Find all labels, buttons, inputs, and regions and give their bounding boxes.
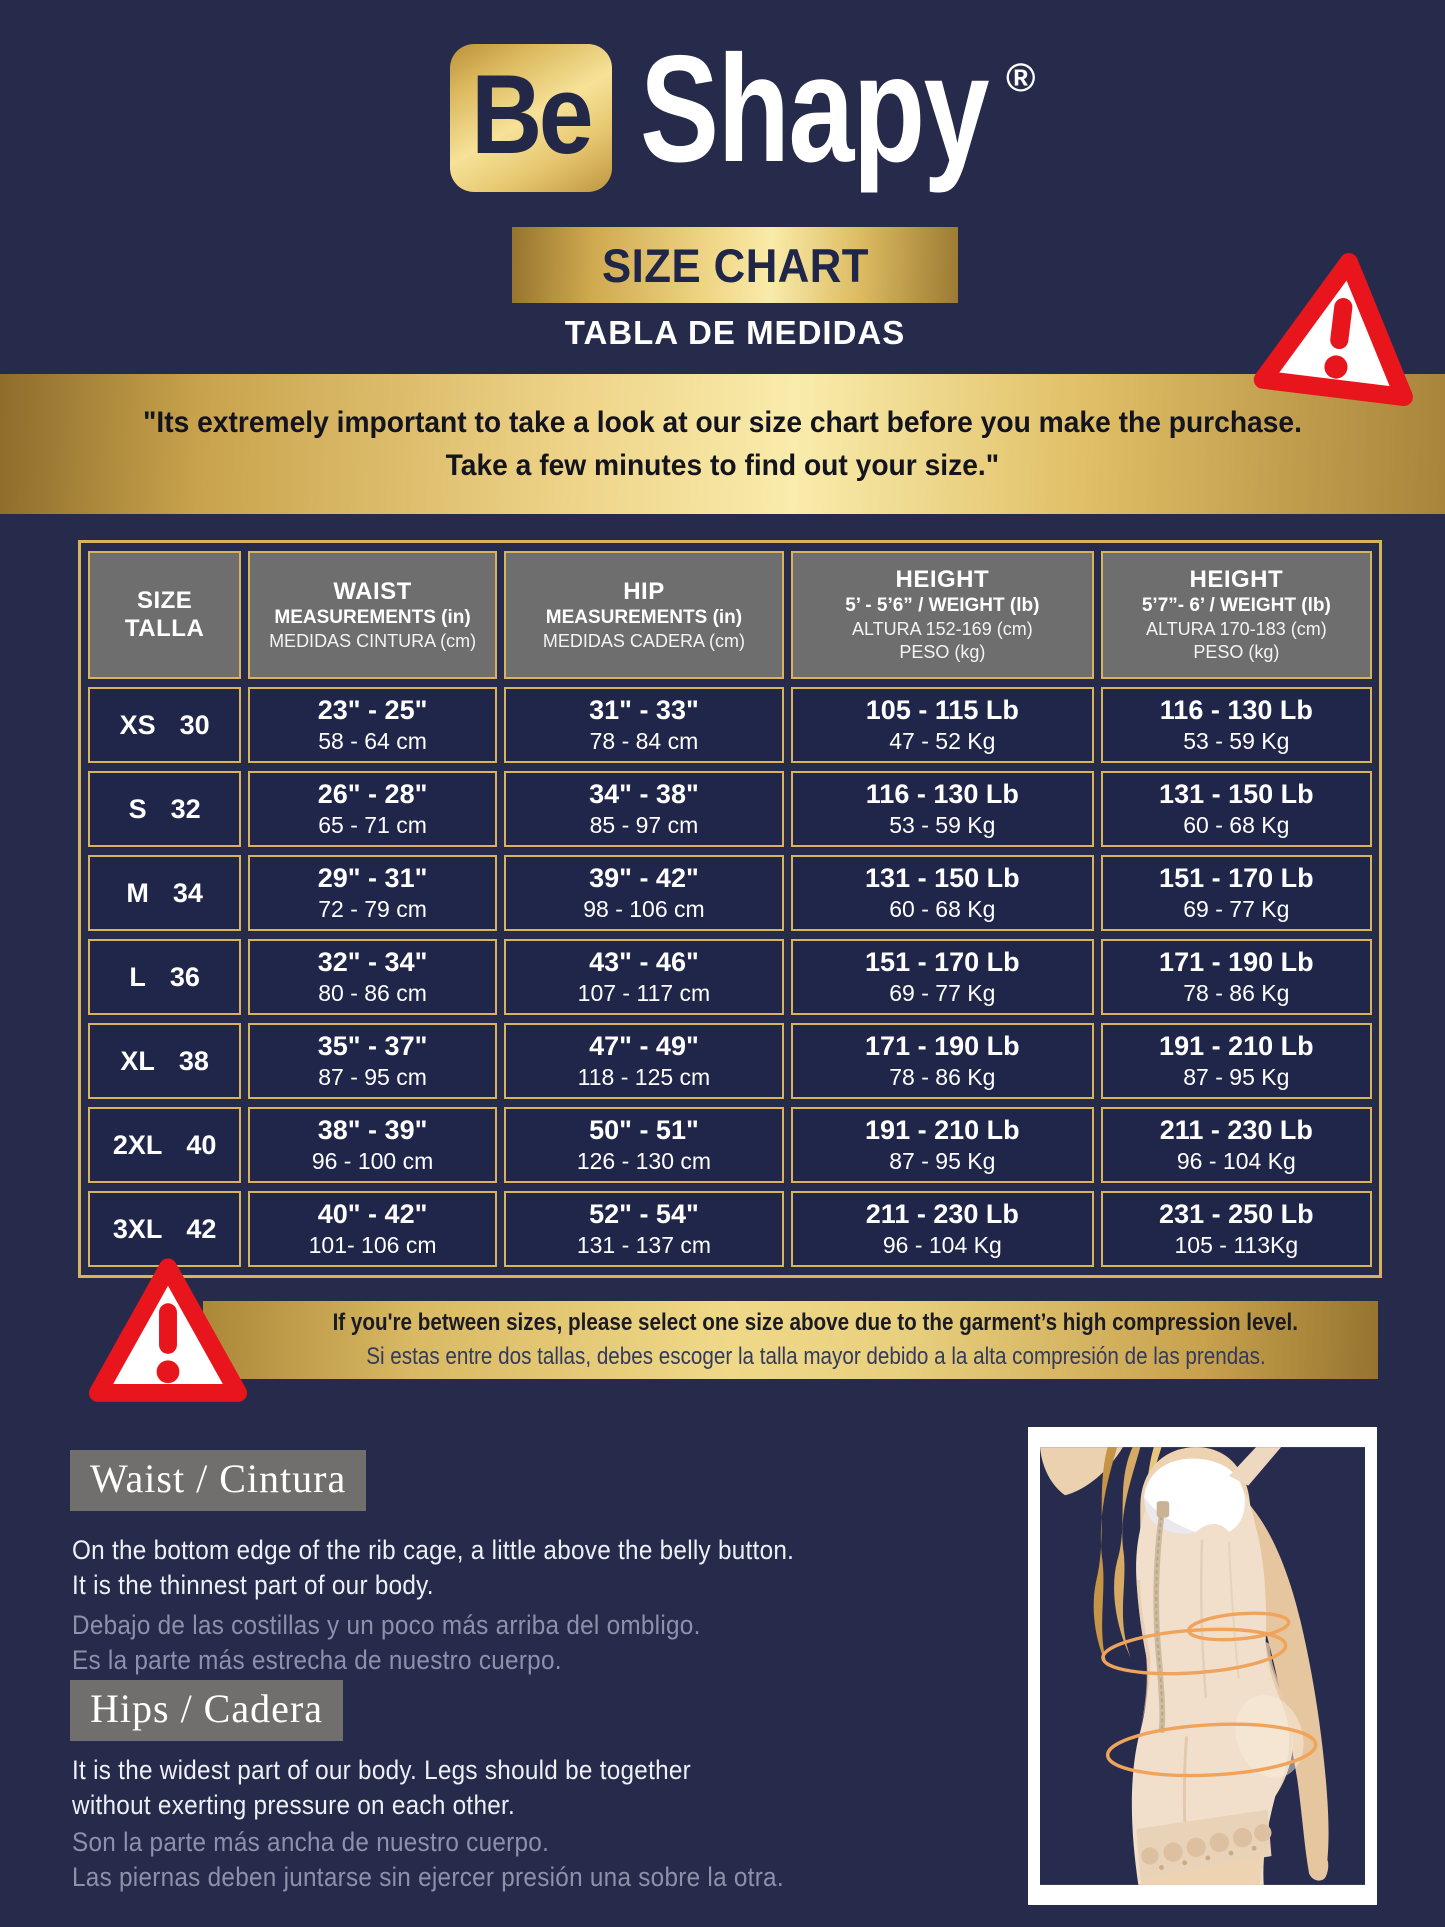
waist-en-line1: On the bottom edge of the rib cage, a little above the belly button.: [72, 1535, 795, 1565]
waist-es-line1: Debajo de las costillas y un poco más arriba del ombligo.: [72, 1610, 701, 1640]
hip-cell: 52" - 54" 131 - 137 cm: [504, 1191, 784, 1267]
waist-cell: 23" - 25" 58 - 64 cm: [248, 687, 497, 763]
waist-section-title: Waist / Cintura: [70, 1450, 366, 1511]
header-height2-range: 5’7”- 6’ / WEIGHT (lb): [1141, 595, 1331, 616]
hip-cell: 50" - 51" 126 - 130 cm: [504, 1107, 784, 1183]
hips-en-line2: without exerting pressure on each other.: [72, 1790, 516, 1820]
header-size-en: SIZE: [136, 587, 193, 614]
size-cell: 2XL 40: [88, 1107, 241, 1183]
waist-cell: 26" - 28" 65 - 71 cm: [248, 771, 497, 847]
waist-cell: 40" - 42" 101- 106 cm: [248, 1191, 497, 1267]
waist-description-en: [72, 1533, 794, 1603]
waist-cell: 32" - 34" 80 - 86 cm: [248, 939, 497, 1015]
hip-cell: 43" - 46" 107 - 117 cm: [504, 939, 784, 1015]
waist-cell: 35" - 37" 87 - 95 cm: [248, 1023, 497, 1099]
size-cell: S 32: [88, 771, 241, 847]
col-header-hip: [504, 551, 784, 679]
hips-section-title: Hips / Cadera: [70, 1680, 343, 1741]
table-row-xl: [88, 1023, 1372, 1099]
size-chart-title: SIZE CHART: [601, 238, 869, 292]
height1-cell: 211 - 230 Lb 96 - 104 Kg: [791, 1191, 1094, 1267]
table-row-2xl: [88, 1107, 1372, 1183]
height1-cell: 105 - 115 Lb 47 - 52 Kg: [791, 687, 1094, 763]
waist-cell: 38" - 39" 96 - 100 cm: [248, 1107, 497, 1183]
height2-cell: 116 - 130 Lb 53 - 59 Kg: [1101, 687, 1372, 763]
shapewear-model-image: [1028, 1427, 1377, 1905]
table-row-l: [88, 939, 1372, 1015]
quote-line-2: Take a few minutes to find out your size.": [445, 449, 1000, 482]
hip-cell: 31" - 33" 78 - 84 cm: [504, 687, 784, 763]
hip-cell: 39" - 42" 98 - 106 cm: [504, 855, 784, 931]
size-cell: XL 38: [88, 1023, 241, 1099]
header-hip-title: HIP: [623, 577, 665, 605]
height2-cell: 211 - 230 Lb 96 - 104 Kg: [1101, 1107, 1372, 1183]
header-height2-altura: ALTURA 170-183 (cm): [1145, 619, 1327, 639]
col-header-height-short: [791, 551, 1094, 679]
height2-cell: 231 - 250 Lb 105 - 113Kg: [1101, 1191, 1372, 1267]
logo-be-text: Be: [471, 51, 591, 177]
logo-be-box: [450, 44, 612, 192]
header-height2-peso: PESO (kg): [1193, 642, 1280, 662]
hips-en-line1: It is the widest part of our body. Legs should be together: [72, 1755, 692, 1785]
header-waist-en: MEASUREMENTS (in): [274, 606, 471, 628]
height1-cell: 191 - 210 Lb 87 - 95 Kg: [791, 1107, 1094, 1183]
size-chart-banner: [512, 227, 958, 303]
compression-note-banner: [203, 1301, 1378, 1379]
warning-icon: [84, 1256, 252, 1406]
registered-trademark-icon: ®: [1006, 56, 1036, 100]
height1-cell: 151 - 170 Lb 69 - 77 Kg: [791, 939, 1094, 1015]
logo-shapy-text: Shapy: [640, 24, 989, 194]
size-cell: M 34: [88, 855, 241, 931]
brand-logo: [450, 24, 1090, 200]
warning-icon: [1247, 240, 1434, 412]
size-cell: 3XL 42: [88, 1191, 241, 1267]
hips-description-es: [72, 1825, 784, 1895]
header-waist-es: MEDIDAS CINTURA (cm): [269, 630, 477, 651]
header-hip-en: MEASUREMENTS (in): [545, 606, 743, 628]
table-row-3xl: [88, 1191, 1372, 1267]
header-size-es: TALLA: [124, 615, 205, 642]
size-cell: L 36: [88, 939, 241, 1015]
size-chart-subtitle: TABLA DE MEDIDAS: [564, 314, 906, 351]
header-height1-range: 5’ - 5’6” / WEIGHT (lb): [845, 595, 1040, 616]
waist-description-es: [72, 1608, 701, 1678]
hip-cell: 47" - 49" 118 - 125 cm: [504, 1023, 784, 1099]
table-row-s: [88, 771, 1372, 847]
hip-cell: 34" - 38" 85 - 97 cm: [504, 771, 784, 847]
waist-en-line2: It is the thinnest part of our body.: [72, 1570, 434, 1600]
col-header-size: [88, 551, 241, 679]
height1-cell: 116 - 130 Lb 53 - 59 Kg: [791, 771, 1094, 847]
header-height1-peso: PESO (kg): [899, 642, 986, 662]
size-table: [78, 540, 1382, 1278]
note-line-en: If you're between sizes, please select one size above due to the garment’s high compression level.: [332, 1309, 1299, 1336]
quote-line-1: "Its extremely important to take a look at our size chart before you make the purchase.: [143, 406, 1302, 439]
header-height1-altura: ALTURA 152-169 (cm): [851, 619, 1033, 639]
hips-description-en: [72, 1753, 691, 1823]
note-line-es: Si estas entre dos tallas, debes escoger la talla mayor debido a la alta compresión de las prendas.: [365, 1343, 1266, 1370]
quote-banner: [0, 374, 1445, 514]
header-hip-es: MEDIDAS CADERA (cm): [542, 630, 745, 651]
table-row-xs: [88, 687, 1372, 763]
header-waist-title: WAIST: [333, 577, 412, 605]
table-row-m: [88, 855, 1372, 931]
hips-es-line2: Las piernas deben juntarse sin ejercer presión una sobre la otra.: [72, 1862, 784, 1892]
size-cell: XS 30: [88, 687, 241, 763]
height2-cell: 191 - 210 Lb 87 - 95 Kg: [1101, 1023, 1372, 1099]
height2-cell: 151 - 170 Lb 69 - 77 Kg: [1101, 855, 1372, 931]
height1-cell: 171 - 190 Lb 78 - 86 Kg: [791, 1023, 1094, 1099]
height2-cell: 171 - 190 Lb 78 - 86 Kg: [1101, 939, 1372, 1015]
height2-cell: 131 - 150 Lb 60 - 68 Kg: [1101, 771, 1372, 847]
height1-cell: 131 - 150 Lb 60 - 68 Kg: [791, 855, 1094, 931]
waist-es-line2: Es la parte más estrecha de nuestro cuerpo.: [72, 1645, 562, 1675]
header-height1-title: HEIGHT: [895, 566, 990, 593]
hips-es-line1: Son la parte más ancha de nuestro cuerpo.: [72, 1827, 550, 1857]
waist-cell: 29" - 31" 72 - 79 cm: [248, 855, 497, 931]
model-figure-illustration: [1040, 1439, 1365, 1893]
size-table-header-row: [88, 551, 1372, 679]
header-height2-title: HEIGHT: [1189, 566, 1284, 593]
col-header-height-tall: [1101, 551, 1372, 679]
col-header-waist: [248, 551, 497, 679]
